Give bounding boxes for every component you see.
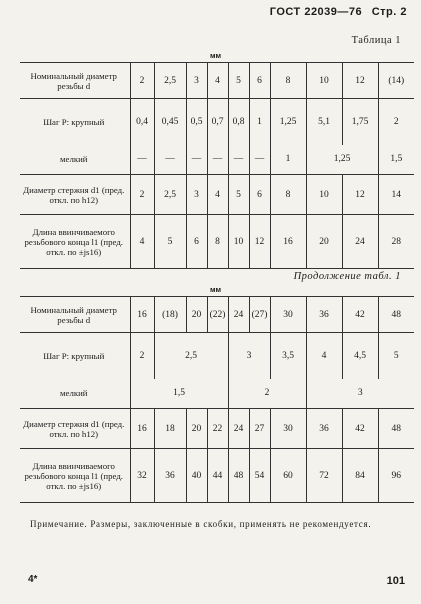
table-cell: 1,5 bbox=[378, 145, 414, 175]
table-cell: 0,45 bbox=[154, 99, 186, 145]
table-cell: 5 bbox=[154, 215, 186, 269]
row-label: Длина ввинчиваемого резьбового конца l1 (пред. откл. по ±js16) bbox=[20, 449, 130, 503]
row-label: Шаг P: крупный bbox=[20, 99, 130, 145]
table-cell: 3 bbox=[186, 63, 207, 99]
table-cell: 42 bbox=[342, 409, 378, 449]
table-cell: 36 bbox=[306, 409, 342, 449]
row-label: Номинальный диаметр резьбы d bbox=[20, 63, 130, 99]
table-cell: 22 bbox=[207, 409, 228, 449]
row-label: Диаметр стержня d1 (пред. откл. по h12) bbox=[20, 409, 130, 449]
table-cell: 0,7 bbox=[207, 99, 228, 145]
table-cell: 54 bbox=[249, 449, 270, 503]
table-cell: 24 bbox=[342, 215, 378, 269]
table-cell: 24 bbox=[228, 409, 249, 449]
table-cell: 40 bbox=[186, 449, 207, 503]
table-cell: 30 bbox=[270, 297, 306, 333]
table-cell: 16 bbox=[130, 409, 154, 449]
table-cell: 27 bbox=[249, 409, 270, 449]
table-cell: 5 bbox=[228, 63, 249, 99]
table-cell: 6 bbox=[186, 215, 207, 269]
table-cell: 0,8 bbox=[228, 99, 249, 145]
table-cell: 4 bbox=[130, 215, 154, 269]
table-cell: 84 bbox=[342, 449, 378, 503]
table-cell: 30 bbox=[270, 409, 306, 449]
table-cell: — bbox=[249, 145, 270, 175]
table-cell: 12 bbox=[249, 215, 270, 269]
table-cell: 16 bbox=[130, 297, 154, 333]
table-cell: 8 bbox=[270, 63, 306, 99]
table-cell: 1,5 bbox=[130, 379, 228, 409]
table-cell: 8 bbox=[207, 215, 228, 269]
table-cell: 36 bbox=[154, 449, 186, 503]
table-cell: 20 bbox=[186, 409, 207, 449]
table-cell: 1 bbox=[270, 145, 306, 175]
table-cell: 4,5 bbox=[342, 333, 378, 379]
table-cell: 18 bbox=[154, 409, 186, 449]
table-cell: 8 bbox=[270, 175, 306, 215]
table-row bbox=[20, 215, 414, 269]
table-cell: 14 bbox=[378, 175, 414, 215]
table-row bbox=[20, 449, 414, 503]
table-cell: 20 bbox=[186, 297, 207, 333]
table-cell: 32 bbox=[130, 449, 154, 503]
row-label: Длина ввинчиваемого резьбового конца l1 (пред. откл. по ±js16) bbox=[20, 215, 130, 269]
page-header bbox=[264, 6, 407, 18]
table-cell: (22) bbox=[207, 297, 228, 333]
table-cell: — bbox=[154, 145, 186, 175]
row-label: мелкий bbox=[59, 154, 88, 165]
table-cell: 2,5 bbox=[154, 333, 228, 379]
table-row bbox=[20, 333, 414, 379]
table-cell: 2 bbox=[228, 379, 306, 409]
table-row bbox=[20, 175, 414, 215]
table-cell: — bbox=[186, 145, 207, 175]
table-cell: 48 bbox=[378, 297, 414, 333]
table-cell: (14) bbox=[378, 63, 414, 99]
table-cell: 0,4 bbox=[130, 99, 154, 145]
table-2-caption: Продолжение табл. 1 bbox=[293, 271, 401, 282]
table-cell: 6 bbox=[249, 175, 270, 215]
table-cell: 44 bbox=[207, 449, 228, 503]
table-cell: 1 bbox=[249, 99, 270, 145]
table-cell: 3 bbox=[306, 379, 414, 409]
table-cell: 4 bbox=[207, 63, 228, 99]
table-row bbox=[20, 99, 414, 145]
page-number: 101 bbox=[386, 575, 405, 587]
table-cell: 24 bbox=[228, 297, 249, 333]
table-cell: 10 bbox=[306, 63, 342, 99]
table-cell: (18) bbox=[154, 297, 186, 333]
table-cell: 48 bbox=[228, 449, 249, 503]
table-cell: 10 bbox=[228, 215, 249, 269]
table-row bbox=[20, 297, 414, 333]
table-cell: 2,5 bbox=[154, 175, 186, 215]
table-cell: 48 bbox=[378, 409, 414, 449]
table-row bbox=[20, 63, 414, 99]
table-1-units: мм bbox=[210, 51, 222, 60]
thread-table-1 bbox=[20, 62, 414, 269]
table-cell: 42 bbox=[342, 297, 378, 333]
table-cell: 4 bbox=[306, 333, 342, 379]
standard-code: ГОСТ 22039—76 bbox=[269, 6, 363, 18]
table-cell: (27) bbox=[249, 297, 270, 333]
table-cell: 60 bbox=[270, 449, 306, 503]
table-cell: — bbox=[228, 145, 249, 175]
table-2-units: мм bbox=[210, 285, 222, 294]
table-cell: 3 bbox=[228, 333, 270, 379]
table-cell: 2 bbox=[130, 63, 154, 99]
table-cell: 1,25 bbox=[270, 99, 306, 145]
row-label: Номинальный диаметр резьбы d bbox=[20, 297, 130, 333]
table-cell: 2 bbox=[378, 99, 414, 145]
table-cell: 6 bbox=[249, 63, 270, 99]
table-row bbox=[20, 379, 414, 409]
table-cell: — bbox=[130, 145, 154, 175]
table-cell: 1,25 bbox=[306, 145, 378, 175]
table-cell: 16 bbox=[270, 215, 306, 269]
table-1-caption: Таблица 1 bbox=[351, 35, 401, 46]
row-label: Шаг P: крупный bbox=[20, 333, 130, 379]
table-cell: 28 bbox=[378, 215, 414, 269]
footnote: Примечание. Размеры, заключенные в скобки, применять не рекомендуется. bbox=[30, 519, 372, 529]
table-cell: 12 bbox=[342, 175, 378, 215]
table-cell: 2,5 bbox=[154, 63, 186, 99]
table-cell: 96 bbox=[378, 449, 414, 503]
table-cell: 20 bbox=[306, 215, 342, 269]
table-row bbox=[20, 409, 414, 449]
table-cell: 3 bbox=[186, 175, 207, 215]
table-cell: 72 bbox=[306, 449, 342, 503]
row-label: Диаметр стержня d1 (пред. откл. по h12) bbox=[20, 175, 130, 215]
table-cell: 12 bbox=[342, 63, 378, 99]
table-cell: 10 bbox=[306, 175, 342, 215]
table-cell: 3,5 bbox=[270, 333, 306, 379]
table-cell: 2 bbox=[130, 333, 154, 379]
page-label: Стр. 2 bbox=[371, 6, 407, 18]
row-label: мелкий bbox=[59, 388, 88, 399]
table-row bbox=[20, 145, 414, 175]
table-cell: 5 bbox=[228, 175, 249, 215]
table-cell: 4 bbox=[207, 175, 228, 215]
table-cell: 36 bbox=[306, 297, 342, 333]
thread-table-2 bbox=[20, 296, 414, 503]
table-cell: 5,1 bbox=[306, 99, 342, 145]
table-cell: 1,75 bbox=[342, 99, 378, 145]
footer-sheet-mark: 4* bbox=[28, 574, 38, 585]
table-cell: 5 bbox=[378, 333, 414, 379]
table-cell: — bbox=[207, 145, 228, 175]
table-cell: 0,5 bbox=[186, 99, 207, 145]
table-cell: 2 bbox=[130, 175, 154, 215]
